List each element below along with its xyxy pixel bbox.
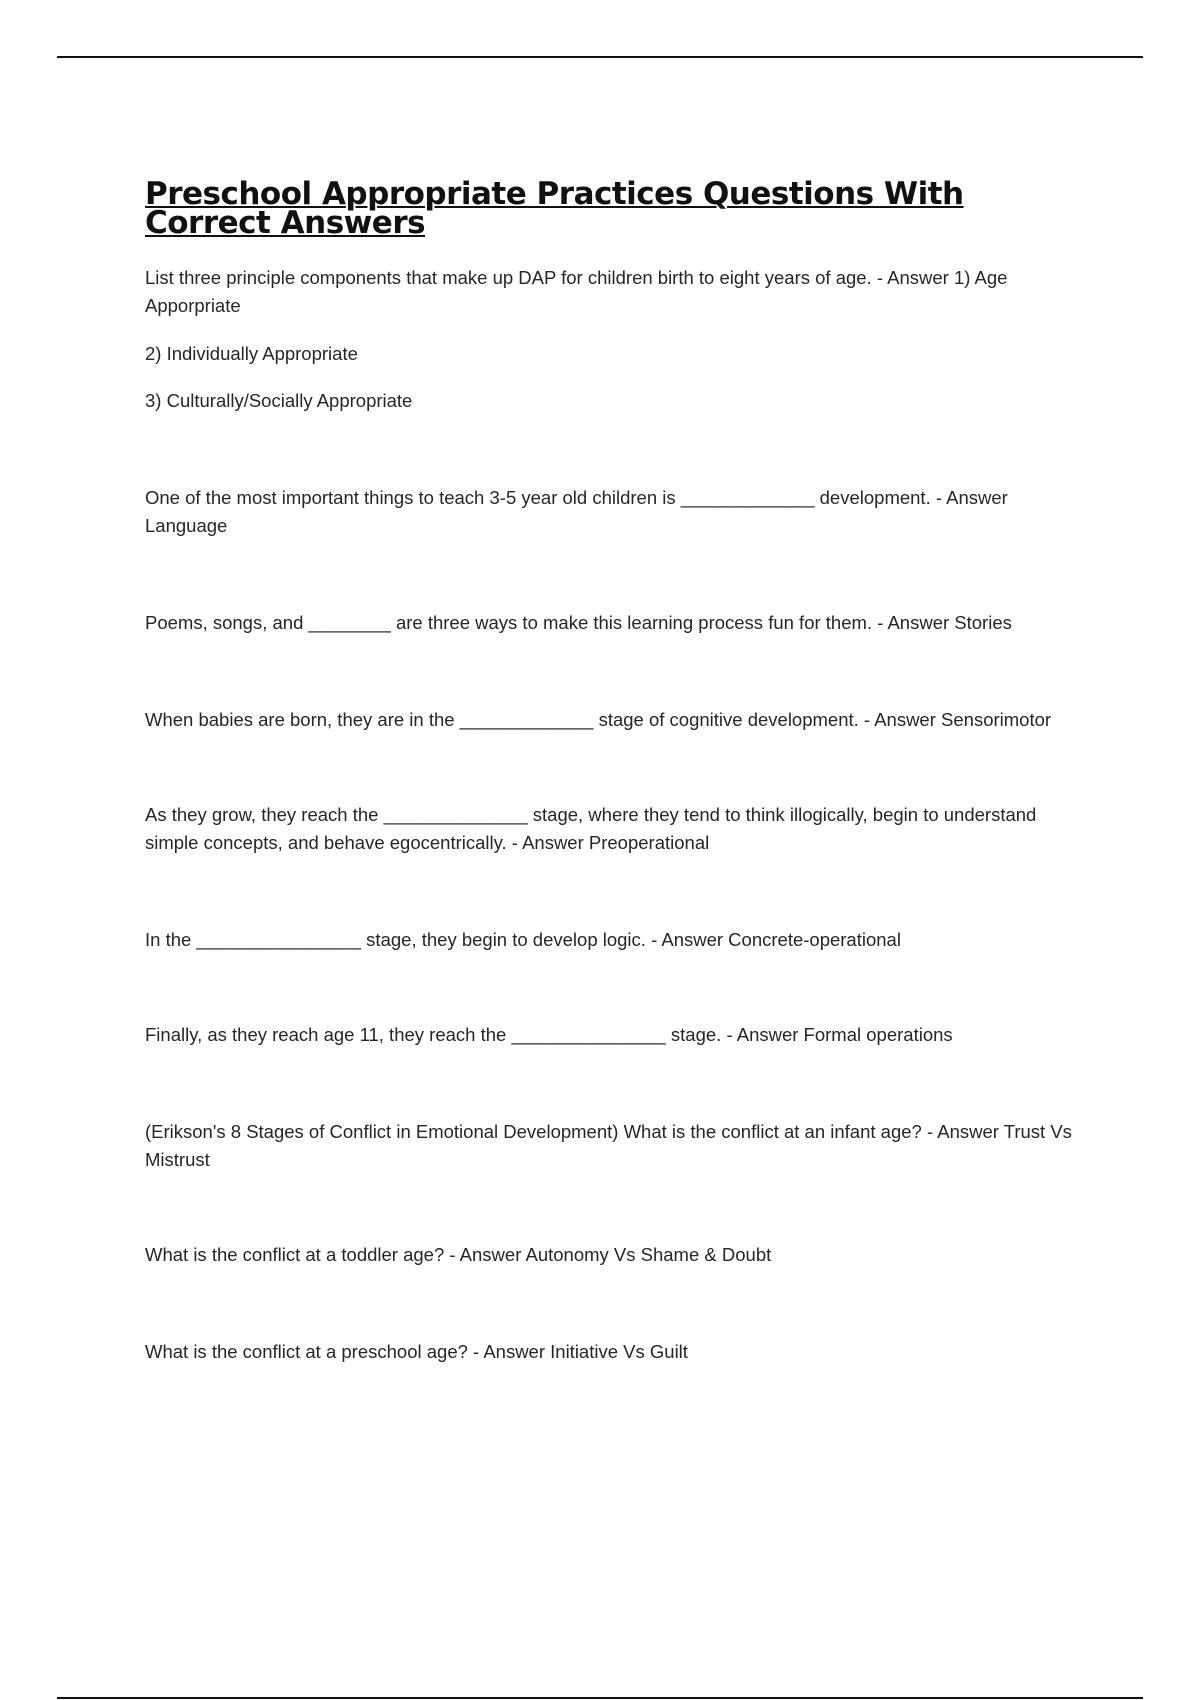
document-title: Preschool Appropriate Practices Questions With Correct Answers [145, 176, 964, 241]
qa-item-stories: Poems, songs, and ________ are three ways to make this learning process fun for them. - Answer Stories [145, 612, 1012, 633]
qa-item-infant-conflict: (Erikson's 8 Stages of Conflict in Emotional Development) What is the conflict at an infant age? - Answer Trust Vs Mistrust [145, 1121, 1072, 1170]
footer-rule [57, 1697, 1143, 1699]
qa-item-dap-components: List three principle components that make up DAP for children birth to eight years of age. - Answer 1) Age Apporpriate [145, 267, 1008, 316]
qa-item-concrete-operational: In the ________________ stage, they begin to develop logic. - Answer Concrete-operational [145, 929, 901, 950]
qa-item-sensorimotor: When babies are born, they are in the _____________ stage of cognitive development. - Answer Sensorimotor [145, 709, 1052, 730]
qa-item-preschool-conflict: What is the conflict at a preschool age? - Answer Initiative Vs Guilt [145, 1341, 688, 1362]
qa-item-dap-individual: 2) Individually Appropriate [145, 343, 358, 364]
qa-item-preoperational: As they grow, they reach the ______________ stage, where they tend to think illogically, begin to understand simple concepts, and behave egocentrically. - Answer Preoperational [145, 804, 1037, 853]
qa-item-dap-cultural: 3) Culturally/Socially Appropriate [145, 390, 413, 411]
qa-item-formal-operations: Finally, as they reach age 11, they reach the _______________ stage. - Answer Formal operations [145, 1024, 953, 1045]
document-body [145, 176, 1090, 1366]
header-rule [57, 56, 1143, 58]
qa-item-language: One of the most important things to teach 3-5 year old children is _____________ development. - Answer Language [145, 487, 1008, 536]
qa-item-toddler-conflict: What is the conflict at a toddler age? - Answer Autonomy Vs Shame & Doubt [145, 1244, 772, 1265]
